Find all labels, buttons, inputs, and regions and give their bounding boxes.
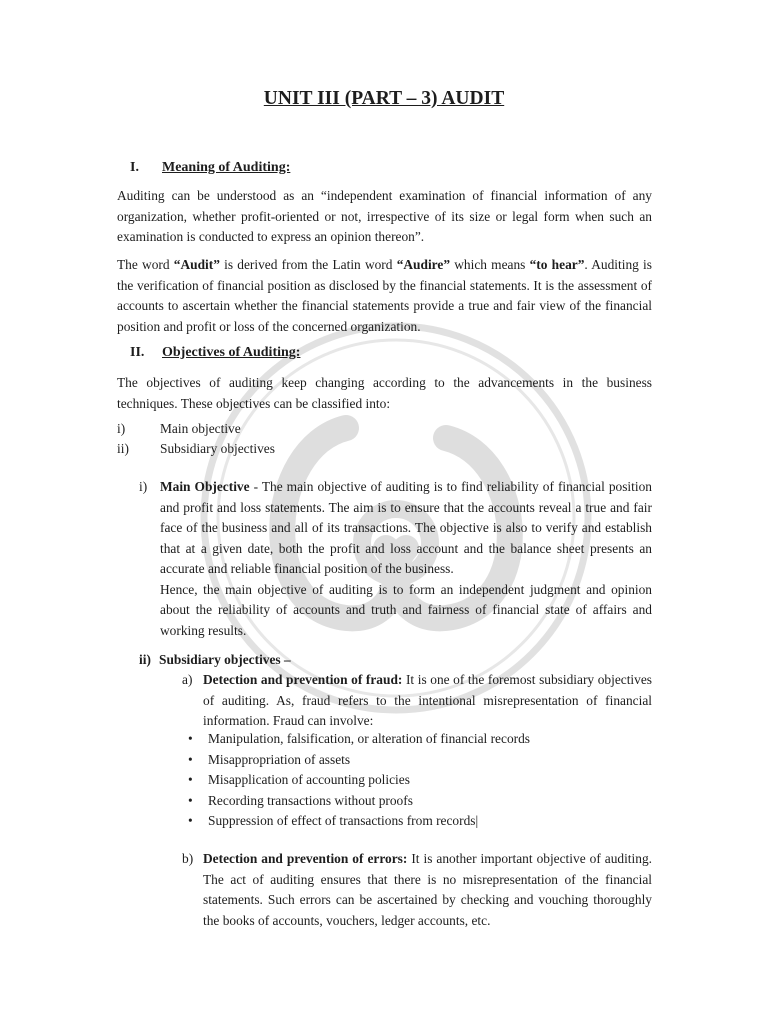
main-objective-item: i) Main Objective - The main objective of auditing is to find reliability of financial position and profit and loss statements. The aim is to ensure that the accounts reveal a true and fair face of the business and all of its transactions. The objective is also to verify and establish that at a given date, both the profit and loss account and the balance sheet presents an accurate and reliable financial position of the business. Hence, the main objective of auditing is to form an independent judgment and opinion about the reliability of accounts and truth and fairness of financial state of affairs and working results. — [139, 479, 652, 638]
list-item: • Misappropriation of assets — [188, 751, 351, 767]
page-title: UNIT III (PART – 3) AUDIT — [263, 88, 505, 109]
fraud-label: Detection and prevention of fraud: — [203, 672, 403, 687]
errors-item: b) Detection and prevention of errors: It is another important objective of auditing. The act of auditing ensures that there is no misrepresentation of the financial statements. Such errors can be ascertained by checking and vouching thoroughly the books of accounts, vouchers, ledger accounts, etc. — [182, 851, 652, 928]
list-item: • Suppression of effect of transactions from records| — [188, 813, 479, 829]
list-item: • Misapplication of accounting policies — [188, 772, 410, 788]
section-label: Objectives of Auditing: — [162, 345, 301, 360]
list-item: • Manipulation, falsification, or alteration of financial records — [188, 731, 531, 746]
term-audire: “Audire” — [396, 257, 451, 272]
objectives-intro: The objectives of auditing keep changing according to the advancements in the business techniques. These objectives can be classified into: — [117, 375, 652, 411]
fraud-item: a) Detection and prevention of fraud: It is one of the foremost subsidiary objectives of auditing. As, fraud refers to the intentional misrepresentation of financial information. Fraud can involve: — [182, 672, 652, 728]
errors-label: Detection and prevention of errors: — [203, 851, 408, 866]
section-heading-objectives — [130, 345, 300, 361]
objective-list — [117, 419, 275, 459]
section-label: Meaning of Auditing: — [162, 160, 291, 175]
subsidiary-objectives-heading: ii) Subsidiary objectives – — [139, 652, 291, 667]
section-heading-meaning — [130, 160, 290, 176]
list-item: ii) Subsidiary objectives — [117, 441, 275, 456]
list-item: • Recording transactions without proofs — [188, 792, 413, 808]
fraud-bullet-list — [188, 729, 530, 832]
meaning-paragraph-2: The word “Audit” is derived from the Latin word “Audire” which means “to hear”. Auditing is the verification of financial position as disclosed by the financial statements. It is the assessment of accounts to ascertain whether the financial statements provide a true and fair view of the financial position and profit or loss of the concerned organization. — [117, 257, 652, 334]
term-to-hear: “to hear” — [529, 257, 585, 272]
section-number: II. — [130, 345, 145, 360]
list-item: i) Main objective — [117, 421, 241, 436]
section-number: I. — [130, 160, 139, 175]
main-objective-conclusion: Hence, the main objective of auditing is to form an independent judgment and opinion about the reliability of accounts and truth and fairness of financial state of affairs and working results. — [160, 581, 652, 638]
main-objective-label: Main Objective — [160, 479, 250, 494]
term-audit: “Audit” — [173, 257, 220, 272]
meaning-paragraph-1: Auditing can be understood as an “independent examination of financial information of any organization, whether profit-oriented or not, irrespective of its size or legal form when such an examination is conducted to express an opinion thereon”. — [117, 188, 652, 244]
